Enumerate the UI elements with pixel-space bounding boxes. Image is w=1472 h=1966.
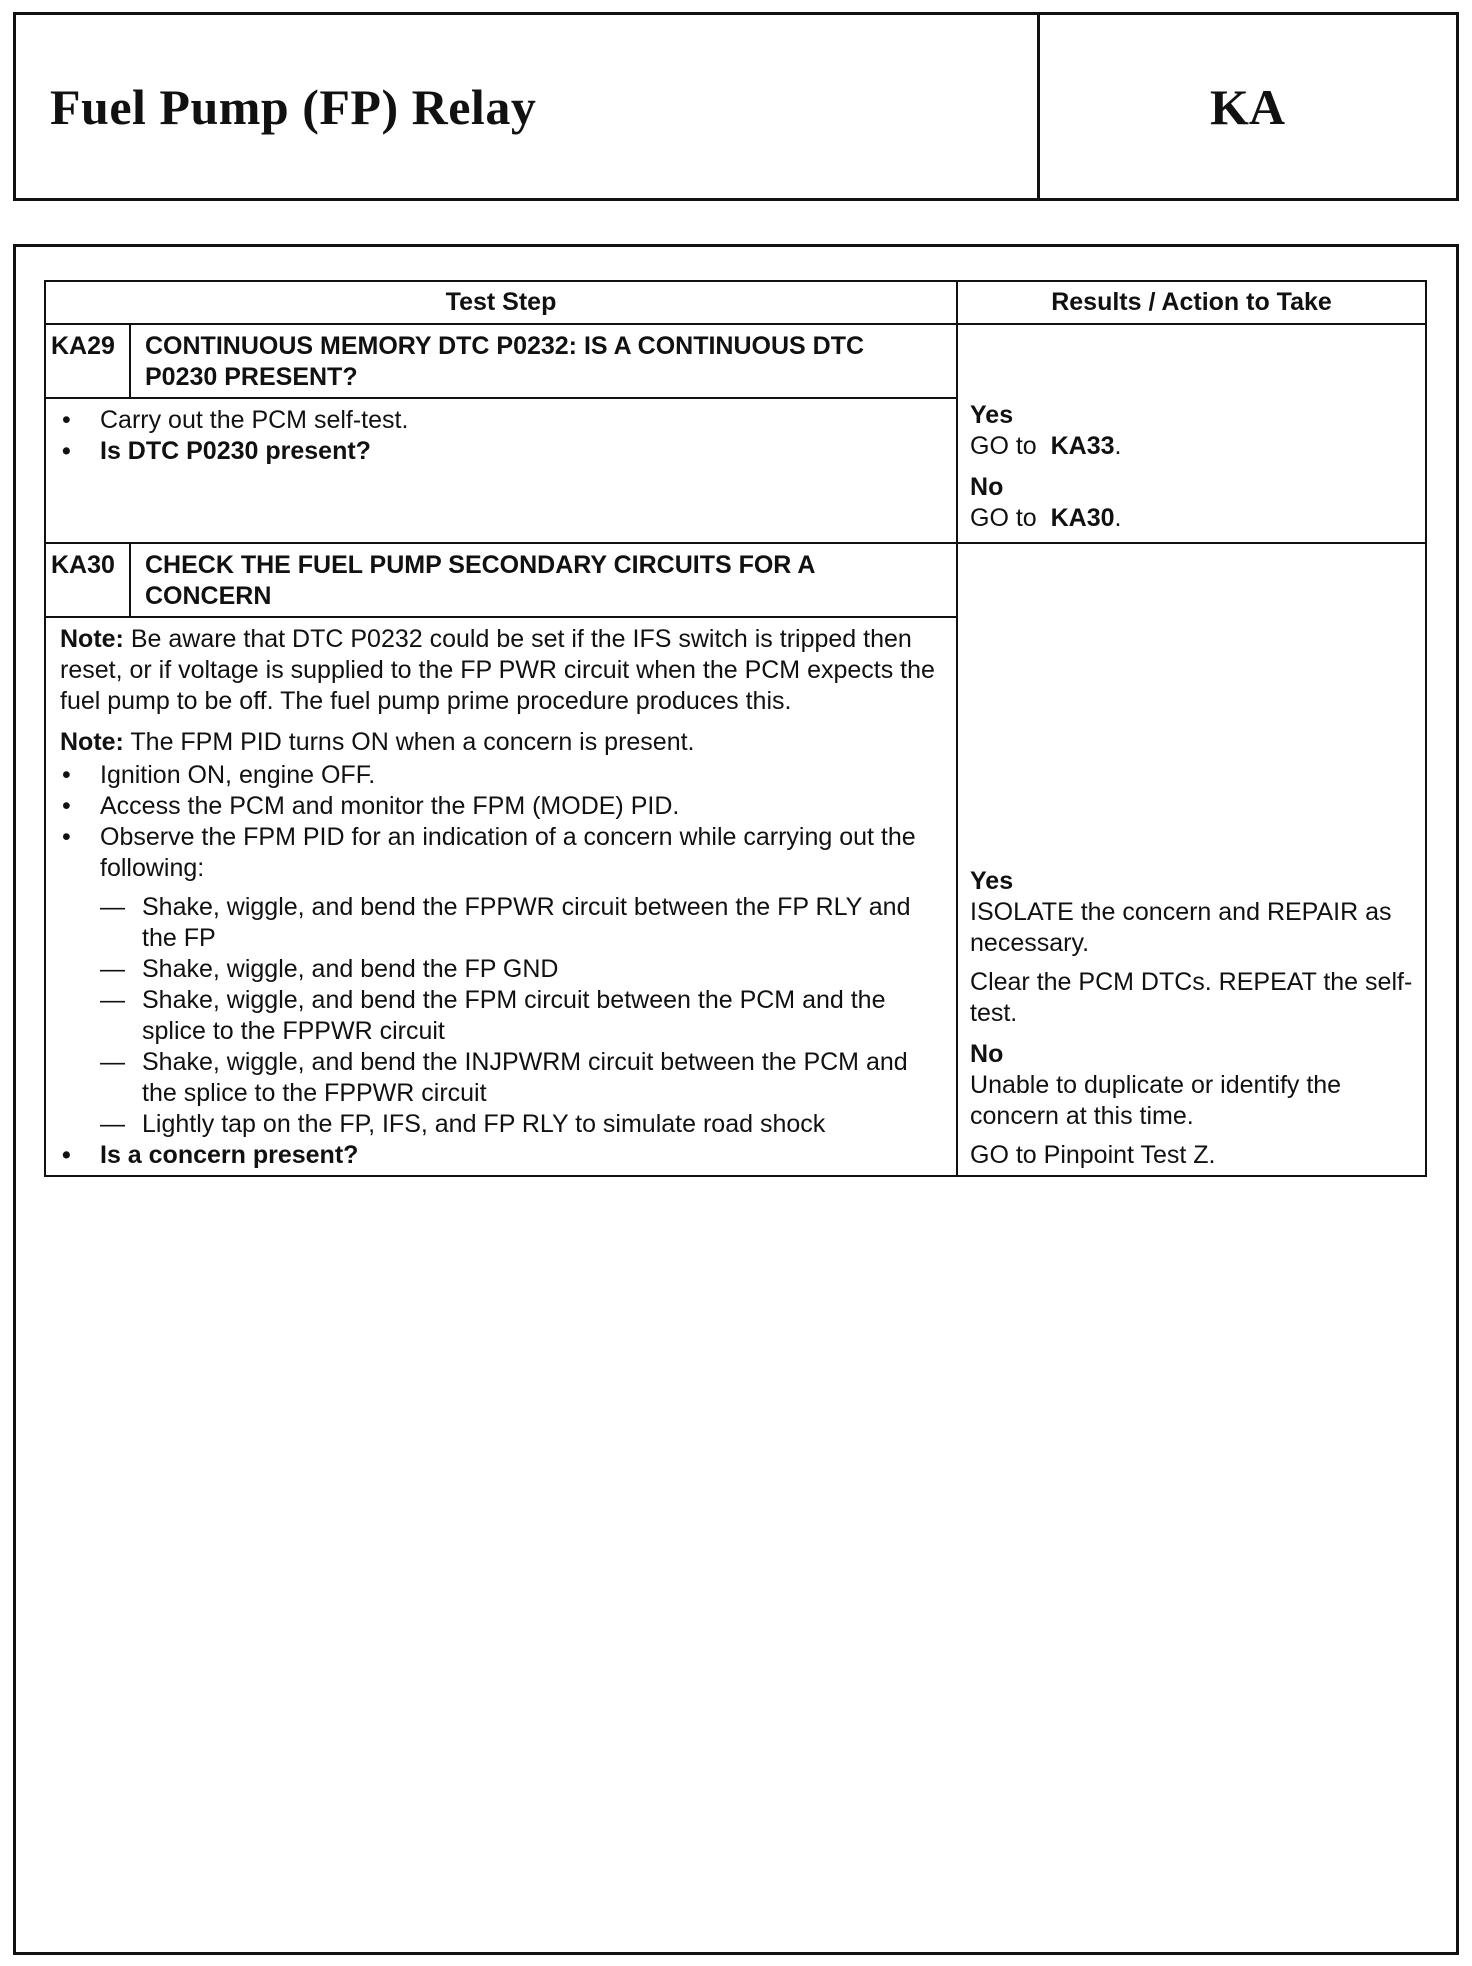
note-paragraph: Note: Be aware that DTC P0232 could be set if the IFS switch is tripped then reset, or if voltage is supplied to the FP PWR circuit when the PCM expects the fuel pump to be off. The fuel pump prime procedure produces this. — [60, 625, 935, 715]
list-item: — Shake, wiggle, and bend the FP GND — [100, 955, 559, 983]
dash-list-ka30 — [60, 892, 942, 1140]
result-ka30 — [957, 617, 1426, 1176]
page-title: Fuel Pump (FP) Relay — [50, 79, 537, 135]
table-row — [45, 617, 1426, 1176]
result-no-ka30: No Unable to duplicate or identify the concern at this time. GO to Pinpoint Test Z. — [970, 1040, 1342, 1169]
result-ka29 — [957, 398, 1426, 543]
list-item: — Lightly tap on the FP, IFS, and FP RLY to simulate road shock — [100, 1110, 826, 1138]
step-title-ka29: CONTINUOUS MEMORY DTC P0232: IS A CONTINUOUS DTC P0230 PRESENT? — [130, 324, 957, 398]
result-no-ka29: No GO to KA30. — [970, 473, 1122, 532]
note-paragraph: Note: The FPM PID turns ON when a concern is present. — [60, 728, 695, 756]
list-item: • Is DTC P0230 present? — [62, 437, 371, 465]
bullet-list-ka29 — [60, 405, 942, 467]
section-code: KA — [1210, 79, 1285, 135]
list-item: • Observe the FPM PID for an indication of a concern while carrying out the following: — [62, 823, 916, 882]
list-item: • Is a concern present? — [62, 1141, 359, 1169]
col-results: Results / Action to Take — [957, 281, 1426, 324]
step-id-ka29: KA29 — [45, 324, 130, 398]
list-item: — Shake, wiggle, and bend the INJPWRM circuit between the PCM and the splice to the FPPWR circuit — [100, 1048, 908, 1107]
step-id-ka30: KA30 — [45, 543, 130, 617]
list-item: — Shake, wiggle, and bend the FPM circuit between the PCM and the splice to the FPPWR circuit — [100, 986, 886, 1045]
result-yes-ka29: Yes GO to KA33. — [970, 401, 1122, 460]
test-step-table — [44, 280, 1427, 1177]
step-body-ka29 — [45, 398, 957, 543]
bullet-list-ka30 — [60, 760, 942, 884]
step-title-ka30: CHECK THE FUEL PUMP SECONDARY CIRCUITS FOR A CONCERN — [130, 543, 957, 617]
table-row — [45, 543, 1426, 617]
step-body-ka30 — [45, 617, 957, 1176]
list-item: • Carry out the PCM self-test. — [62, 406, 409, 434]
list-item: • Ignition ON, engine OFF. — [62, 761, 376, 789]
table-row — [45, 324, 1426, 398]
table-row — [45, 398, 1426, 543]
col-test-step: Test Step — [45, 281, 957, 324]
table-header-row — [45, 281, 1426, 324]
question-ka30 — [60, 1140, 942, 1171]
result-spacer-ka29 — [957, 324, 1426, 398]
header-divider — [1037, 15, 1040, 198]
result-spacer-ka30 — [957, 543, 1426, 617]
list-item: • Access the PCM and monitor the FPM (MODE) PID. — [62, 792, 680, 820]
result-yes-ka30: Yes ISOLATE the concern and REPAIR as necessary. Clear the PCM DTCs. REPEAT the self-test. — [970, 867, 1413, 1027]
list-item: — Shake, wiggle, and bend the FPPWR circuit between the FP RLY and the FP — [100, 893, 911, 952]
